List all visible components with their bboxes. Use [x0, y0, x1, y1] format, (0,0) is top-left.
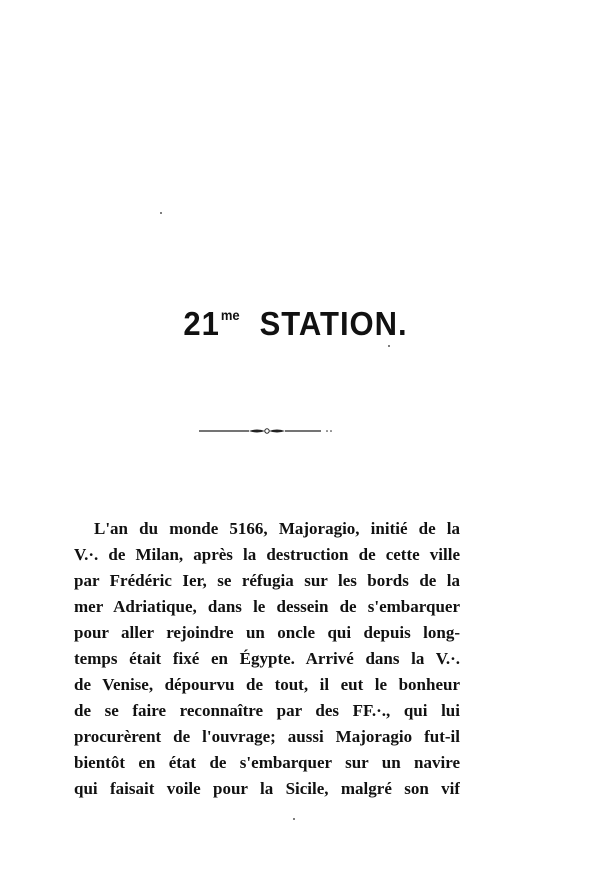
text-line: V.·. de Milan, après la destruction de cette ville	[74, 545, 460, 564]
text-line: pour aller rejoindre un oncle qui depuis long-	[74, 623, 460, 642]
text-line: qui faisait voile pour la Sicile, malgré son vif	[74, 779, 460, 798]
body-paragraph	[74, 516, 460, 802]
paper-speck	[388, 345, 390, 347]
text-line: procurèrent de l'ouvrage; aussi Majoragio fut-il	[74, 727, 460, 746]
heading-number: $21^{me}$	[183, 304, 240, 343]
heading-superscript: me	[220, 307, 240, 324]
text-line: de Venise, dépourvu de tout, il eut le bonheur	[74, 675, 460, 694]
text-line: temps était fixé en Égypte. Arrivé dans la V.·.	[74, 649, 460, 668]
ornamental-divider	[197, 424, 337, 438]
paper-speck	[160, 212, 162, 214]
text-line: mer Adriatique, dans le dessein de s'embarquer	[74, 597, 460, 616]
text-line: de se faire reconnaître par des FF.·., qui lui	[74, 701, 460, 720]
text-line: par Frédéric Ier, se réfugia sur les bords de la	[74, 571, 460, 590]
text-line: bientôt en état de s'embarquer sur un navire	[74, 753, 460, 772]
chapter-heading	[0, 294, 591, 346]
paper-speck	[293, 818, 295, 820]
heading-word: STATION.	[259, 304, 408, 343]
text-line: L'an du monde 5166, Majoragio, initié de la	[94, 519, 460, 538]
